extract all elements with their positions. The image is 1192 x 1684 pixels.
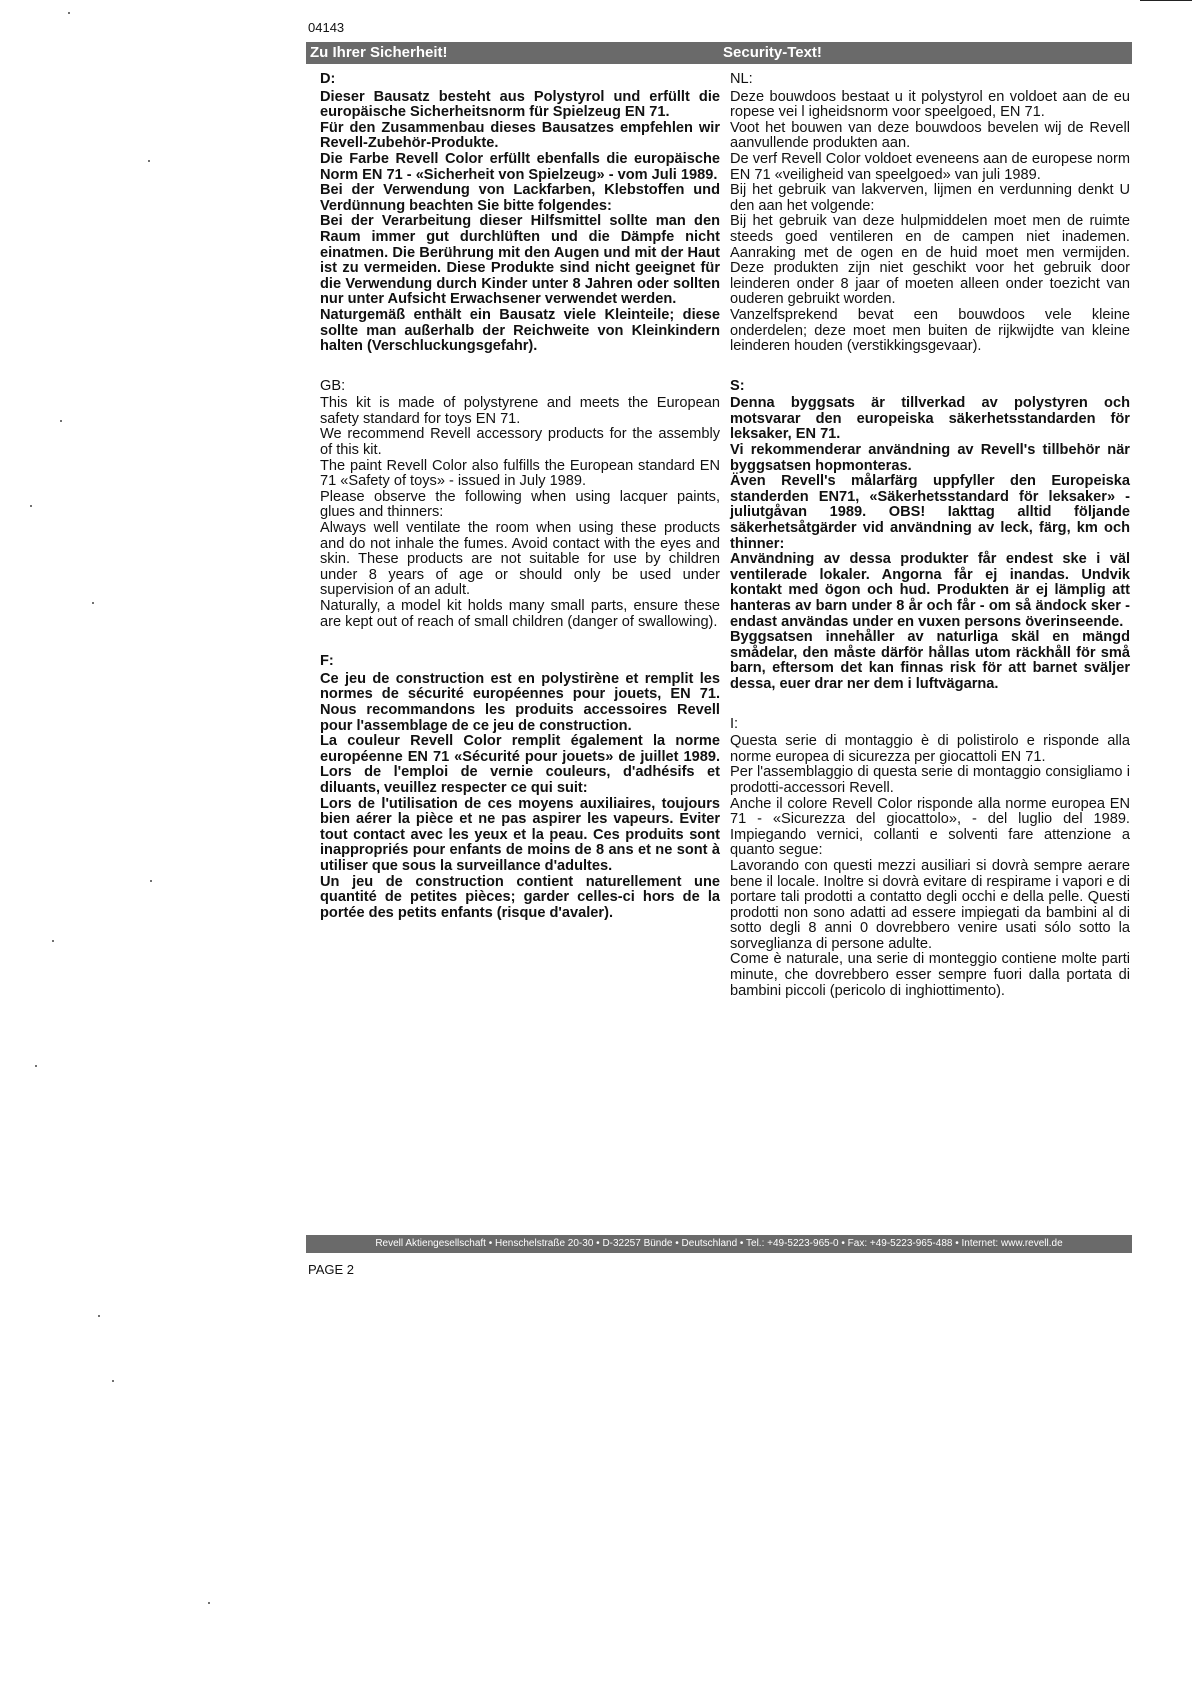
page-label: PAGE 2 xyxy=(308,1262,355,1277)
safety-paragraph: Vi rekommenderar användning av Revell's tillbehör när byggsatsen hopmonteras. xyxy=(730,442,1130,474)
safety-paragraph: Lavorando con questi mezzi ausiliari si dovrà sempre aerare bene il locale. Inoltre si dovrà evitare di respirame i vapori e di portare tali prodotti a contatto degli occhi e della pelle. Questi prodotti non sono adatti ad essere impiegati da bambini al di sotto degli 8 anni 0 dovrebbero venire usati sólo sotto la sorveglianza di persone adulte. xyxy=(730,857,1130,952)
scan-speck xyxy=(112,1380,114,1382)
safety-paragraph: Für den Zusammenbau dieses Bausatzes empfehlen wir Revell-Zubehör-Produkte. xyxy=(320,119,720,152)
language-code: S: xyxy=(730,377,745,394)
language-section xyxy=(730,379,1130,693)
safety-paragraph: Voot het bouwen van deze bouwdoos bevelen wij de Revell aanvullende produkten aan. xyxy=(730,119,1130,152)
language-code: I: xyxy=(730,715,739,732)
safety-paragraph: Anche il colore Revell Color risponde alla norme europea EN 71 - «Sicurezza del giocattolo», - del luglio del 1989. Impiegando vernici, collanti e solventi fare attenzione a quanto segue: xyxy=(730,795,1130,859)
scan-speck xyxy=(52,940,54,942)
safety-paragraph: Come è naturale, una serie di monteggio contiene molte parti minute, che dovrebbero esser sempre fuori dalla portata di bambini piccoli (pericolo di inghiottimento). xyxy=(730,951,1130,999)
scan-speck xyxy=(35,1065,37,1067)
header-bar xyxy=(306,42,1132,64)
safety-paragraph: Please observe the following when using lacquer paints, glues and thinners: xyxy=(320,488,720,521)
left-column xyxy=(320,72,720,935)
header-title-left: Zu Ihrer Sicherheit! xyxy=(310,44,448,61)
safety-paragraph: Deze bouwdoos bestaat u it polystyrol en voldoet aan de eu ropese vei l igheidsnorm voor speelgoed, EN 71. xyxy=(730,88,1130,121)
safety-paragraph: Always well ventilate the room when using these products and do not inhale the fumes. Avoid contact with the eyes and skin. These products are not suitable for use by children under 8 years of age or should only be used under supervision of an adult. xyxy=(320,520,720,599)
safety-paragraph: Dieser Bausatz besteht aus Polystyrol und erfüllt die europäische Sicherheitsnorm für Spielzeug EN 71. xyxy=(320,88,720,121)
safety-paragraph: The paint Revell Color also fulfills the European standard EN 71 «Safety of toys» - issued in July 1989. xyxy=(320,457,720,490)
scan-speck xyxy=(148,160,150,162)
safety-paragraph: De verf Revell Color voldoet eveneens aan de europese norm EN 71 «veiligheid van speelgoed» van juli 1989. xyxy=(730,150,1130,183)
document-code: 04143 xyxy=(308,20,345,35)
language-section xyxy=(320,72,720,355)
safety-paragraph: Användning av dessa produkter får endest ske i väl ventilerade lokaler. Angorna får ej inandas. Undvik kontakt med ögon och hud. Produkten är ej lämplig att hanteras av barn under 8 år och får - om så ändock sker - endast användas under en vuxen persons överinseende. xyxy=(730,551,1130,630)
language-section xyxy=(730,72,1130,355)
language-code: NL: xyxy=(730,71,753,87)
safety-paragraph: Bei der Verarbeitung dieser Hilfsmittel sollte man den Raum immer gut durchlüften und die Dämpfe nicht einatmen. Die Berührung mit den Augen und mit der Haut ist zu vermeiden. Diese Produkte sind nicht geeignet für die Verwendung durch Kinder unter 8 Jahren oder sollten nur unter Aufsicht Erwachsener verwendet werden. xyxy=(320,213,720,308)
safety-paragraph: Även Revell's målarfärg uppfyller den Europeiska standerden EN71, «Säkerhetsstandard för leksaker» - juliutgåvan 1989. OBS! Iakttag alltid följande säkerhetsåtgärder vid användning av leck, färg, km och thinner: xyxy=(730,473,1130,552)
safety-paragraph: Denna byggsats är tillverkad av polystyren och motsvarar den europeiska säkerhetsstandarden för leksaker, EN 71. xyxy=(730,395,1130,443)
scan-speck xyxy=(150,880,152,882)
language-section xyxy=(320,654,720,921)
language-section xyxy=(320,379,720,631)
safety-paragraph: Die Farbe Revell Color erfüllt ebenfalls die europäische Norm EN 71 - «Sicherheit von Spielzeug» - vom Juli 1989. xyxy=(320,150,720,183)
header-title-right: Security-Text! xyxy=(723,44,822,61)
language-code: D: xyxy=(320,71,336,87)
safety-paragraph: Un jeu de construction contient naturellement une quantité de petites pièces; garder celles-ci hors de la portée des petits enfants (risque d'avaler). xyxy=(320,873,720,921)
edge-line xyxy=(1140,0,1192,1)
safety-paragraph: Bei der Verwendung von Lackfarben, Klebstoffen und Verdünnung beachten Sie bitte folgendes: xyxy=(320,182,720,214)
safety-paragraph: Naturally, a model kit holds many small parts, ensure these are kept out of reach of small children (danger of swallowing). xyxy=(320,598,720,630)
scan-speck xyxy=(30,505,32,507)
right-column xyxy=(730,72,1130,1013)
scan-speck xyxy=(68,12,70,14)
safety-paragraph: Ce jeu de construction est en polystirène et remplit les normes de sécurité européennes pour jouets, EN 71. Nous recommandons les produits accessoires Revell pour l'assemblage de ce jeu de construction. xyxy=(320,670,720,734)
language-code: F: xyxy=(320,653,334,670)
safety-paragraph: We recommend Revell accessory products for the assembly of this kit. xyxy=(320,426,720,459)
safety-paragraph: Per l'assemblaggio di questa serie di montaggio consigliamo i prodotti-accessori Revell. xyxy=(730,764,1130,796)
safety-paragraph: Naturgemäß enthält ein Bausatz viele Kleinteile; diese sollte man außerhalb der Reichweite von Kleinkindern halten (Verschluckungsgefahr). xyxy=(320,306,720,355)
scan-speck xyxy=(92,602,94,604)
safety-paragraph: Byggsatsen innehåller av naturliga skäl en mängd smådelar, den måste därför hållas utom räckhåll för små barn, eftersom det kan finnas risk för att barnet sväljer dessa, euer drar ner dem i luftvägarna. xyxy=(730,629,1130,692)
language-section xyxy=(730,717,1130,1000)
footer-address: Revell Aktiengesellschaft • Henschelstraße 20-30 • D-32257 Bünde • Deutschland • Tel.: +49-5223-965-0 • Fax: +49-5223-965-488 • Internet: www.revell.de xyxy=(306,1235,1132,1253)
scan-speck xyxy=(208,1602,210,1604)
safety-paragraph: Vanzelfsprekend bevat een bouwdoos vele kleine onderdelen; deze moet men buiten de rijkwijdte van kleine leinderen houden (verstikkingsgevaar). xyxy=(730,306,1130,355)
scan-speck xyxy=(98,1315,100,1317)
scan-speck xyxy=(60,420,62,422)
safety-paragraph: La couleur Revell Color remplit également la norme européenne EN 71 «Sécurité pour jouets» de juillet 1989. Lors de l'emploi de vernie couleurs, d'adhésifs et diluants, veuillez respecter ce qui suit: xyxy=(320,733,720,796)
safety-paragraph: This kit is made of polystyrene and meets the European safety standard for toys EN 71. xyxy=(320,395,720,427)
safety-paragraph: Bij het gebruik van lakverven, lijmen en verdunning denkt U den aan het volgende: xyxy=(730,182,1130,214)
safety-paragraph: Bij het gebruik van deze hulpmiddelen moet men de ruimte steeds goed ventileren en de campen niet inademen. Aanraking met de ogen en de huid moet men vermijden. Deze produkten zijn niet geschikt voor het gebruik door leinderen onder 8 jaar of moeten alleen onder toezicht van ouderen gebruikt worden. xyxy=(730,213,1130,308)
safety-paragraph: Lors de l'utilisation de ces moyens auxiliaires, toujours bien aérer la pièce et ne pas aspirer les vapeurs. Eviter tout contact avec les yeux et la peau. Ces produits sont inappropriés pour enfants de moins de 8 ans et ne sont à utiliser que sous la surveillance d'adultes. xyxy=(320,795,720,874)
language-code: GB: xyxy=(320,377,346,394)
safety-paragraph: Questa serie di montaggio è di polistirolo e risponde alla norme europea di sicurezza per giocattoli EN 71. xyxy=(730,733,1130,765)
